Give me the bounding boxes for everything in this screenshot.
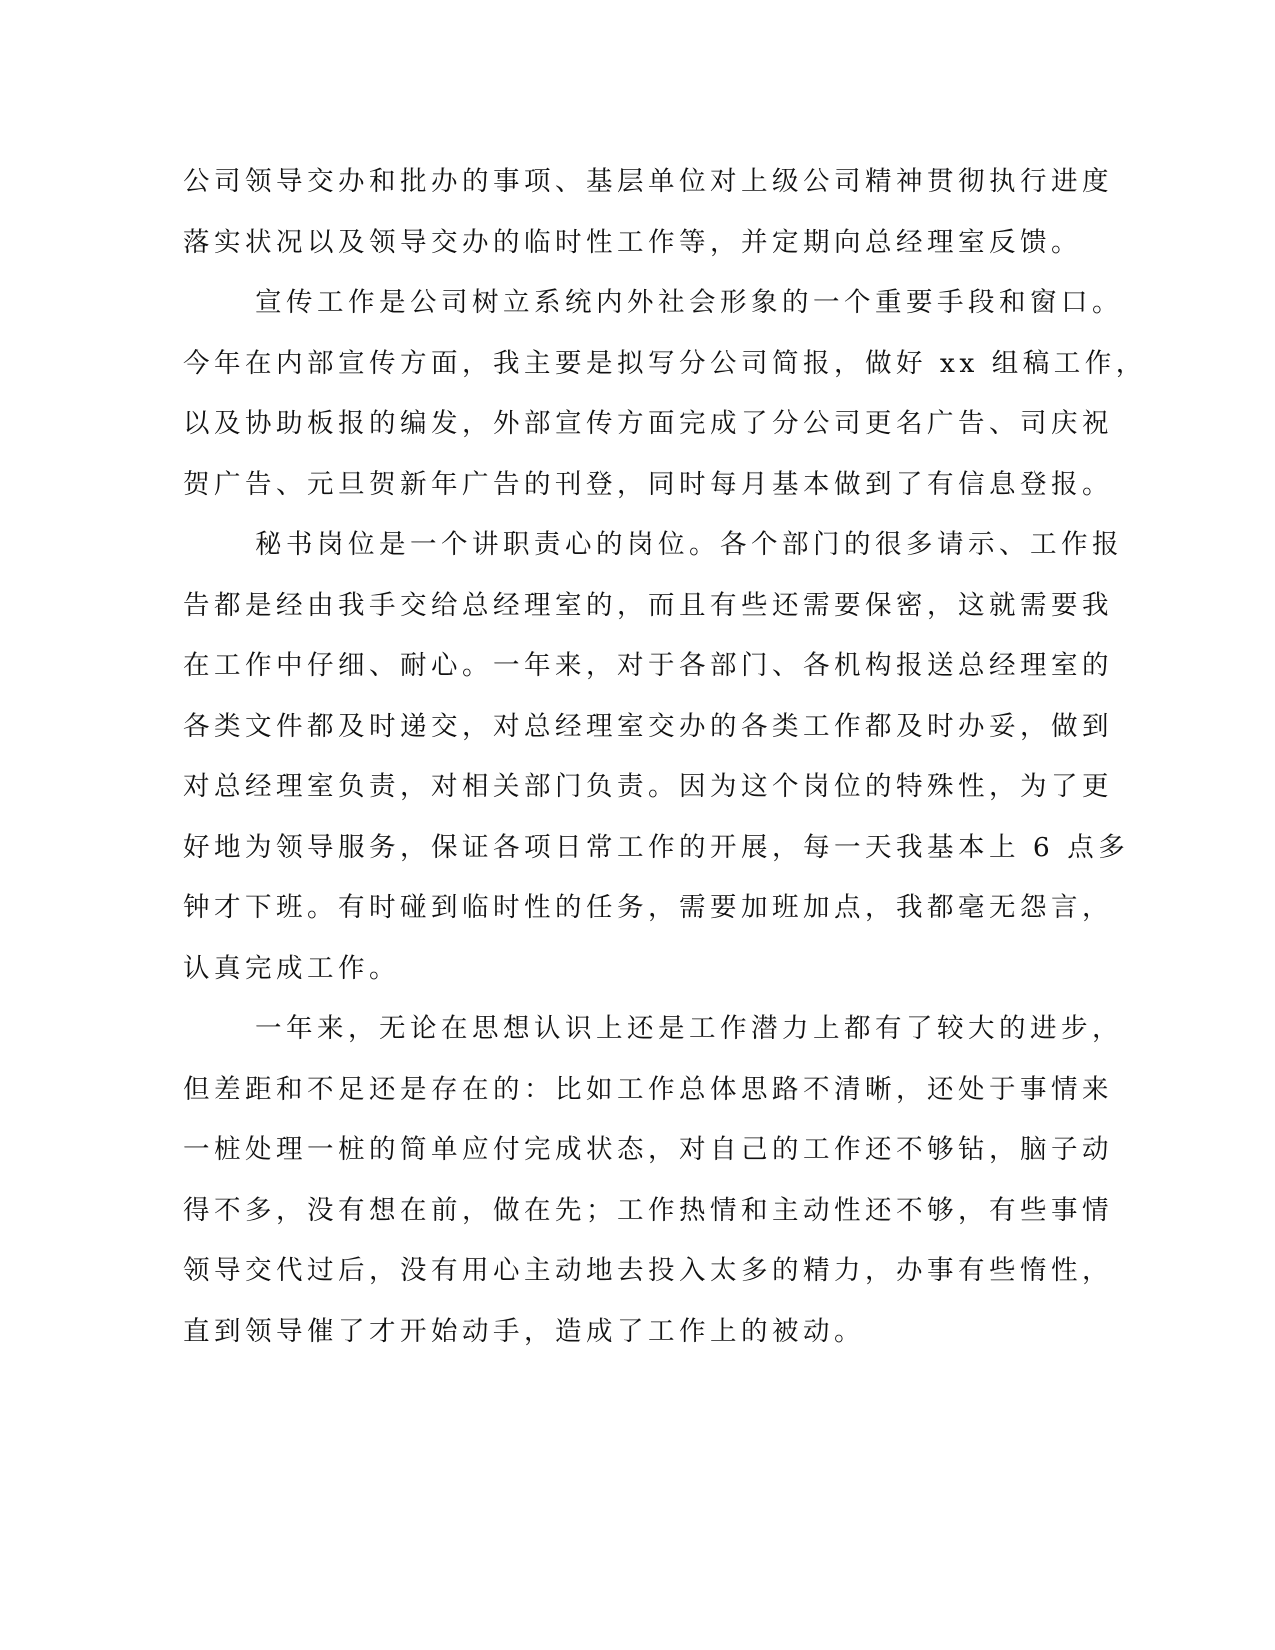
text-line: 秘书岗位是一个讲职责心的岗位。各个部门的很多请示、工作报 bbox=[255, 529, 1123, 560]
body-text bbox=[183, 160, 1147, 1370]
text-line: 各类文件都及时递交，对总经理室交办的各类工作都及时办妥，做到 bbox=[183, 710, 1113, 742]
text-line: 领导交代过后，没有用心主动地去投入太多的精力，办事有些惰性， bbox=[183, 1255, 1113, 1286]
text-line: 钟才下班。有时碰到临时性的任务，需要加班加点，我都毫无怨言， bbox=[183, 892, 1113, 923]
text-line: 一年来，无论在思想认识上还是工作潜力上都有了较大的进步， bbox=[255, 1013, 1123, 1044]
text-line: 直到领导催了才开始动手，造成了工作上的被动。 bbox=[183, 1315, 865, 1347]
text-line: 贺广告、元旦贺新年广告的刊登，同时每月基本做到了有信息登报。 bbox=[183, 468, 1113, 500]
paragraph-1 bbox=[183, 160, 1113, 281]
text-line: 今年在内部宣传方面，我主要是拟写分公司简报，做好 xx 组稿工作， bbox=[183, 347, 1147, 379]
text-line: 但差距和不足还是存在的：比如工作总体思路不清晰，还处于事情来 bbox=[183, 1073, 1113, 1105]
text-line: 认真完成工作。 bbox=[183, 952, 400, 984]
text-line: 一桩处理一桩的简单应付完成状态，对自己的工作还不够钻，脑子动 bbox=[183, 1134, 1113, 1165]
text-line: 告都是经由我手交给总经理室的，而且有些还需要保密，这就需要我 bbox=[183, 589, 1113, 621]
paragraph-2 bbox=[183, 281, 1147, 523]
text-line: 对总经理室负责，对相关部门负责。因为这个岗位的特殊性，为了更 bbox=[183, 771, 1113, 802]
text-line: 公司领导交办和批办的事项、基层单位对上级公司精神贯彻执行进度 bbox=[183, 166, 1113, 197]
text-line: 在工作中仔细、耐心。一年来，对于各部门、各机构报送总经理室的 bbox=[183, 650, 1113, 681]
text-line: 好地为领导服务，保证各项日常工作的开展，每一天我基本上 6 点多 bbox=[183, 831, 1130, 863]
text-line: 落实状况以及领导交办的临时性工作等，并定期向总经理室反馈。 bbox=[183, 226, 1082, 258]
paragraph-3 bbox=[183, 523, 1130, 1007]
text-line: 宣传工作是公司树立系统内外社会形象的一个重要手段和窗口。 bbox=[255, 287, 1123, 318]
paragraph-4 bbox=[183, 1007, 1123, 1370]
text-line: 以及协助板报的编发，外部宣传方面完成了分公司更名广告、司庆祝 bbox=[183, 408, 1113, 439]
text-line: 得不多，没有想在前，做在先；工作热情和主动性还不够，有些事情 bbox=[183, 1194, 1113, 1226]
